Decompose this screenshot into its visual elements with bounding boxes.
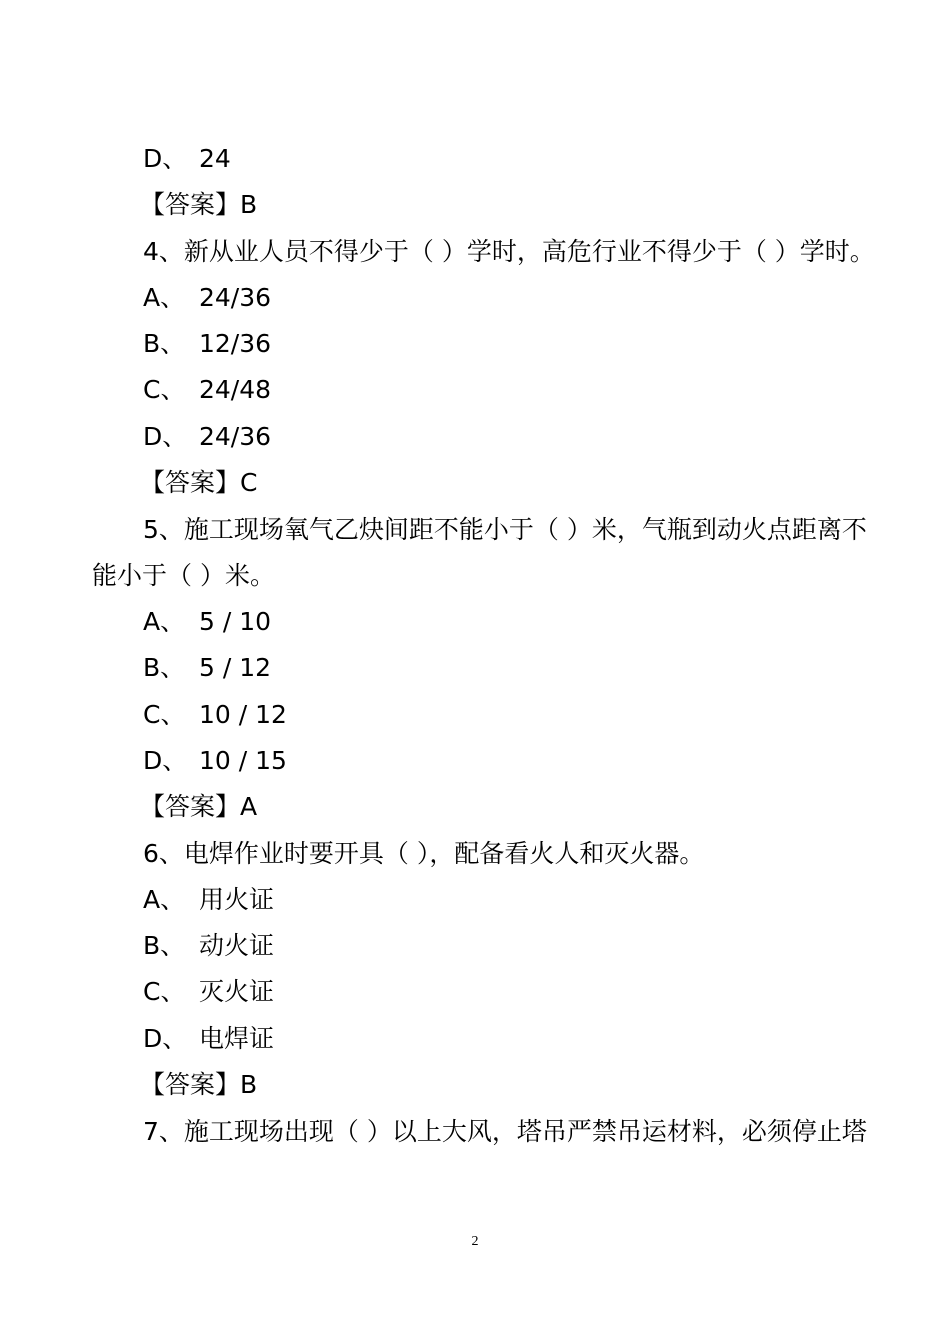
option-letter: C、: [143, 700, 186, 729]
option-text: 5 / 12: [199, 653, 272, 682]
option-letter: B、: [143, 329, 186, 358]
question-7-stem: 7、施工现场出现（ ）以上大风，塔吊严禁吊运材料，必须停止塔: [143, 1117, 867, 1146]
question-5-stem: 5、施工现场氧气乙炔间距不能小于（ ）米，气瓶到动火点距离不: [143, 515, 867, 544]
page-number: 2: [471, 1234, 479, 1249]
q6-option-b: [143, 930, 274, 962]
option-letter: C、: [143, 375, 186, 404]
answer-line: 【答案】B: [140, 1070, 258, 1099]
answer-line: 【答案】A: [140, 792, 258, 821]
option-letter: B、: [143, 653, 186, 682]
q4-option-b: [143, 328, 271, 360]
option-letter: D、: [143, 422, 188, 451]
question-6-stem: 6、电焊作业时要开具（ ），配备看火人和灭火器。: [143, 839, 705, 868]
q4-option-c: [143, 374, 271, 406]
option-letter: D、: [143, 1024, 188, 1053]
q5-option-d: [143, 745, 287, 777]
option-text: 24/48: [199, 375, 272, 404]
option-text: 灭火证: [199, 977, 275, 1006]
q5-option-a: [143, 606, 271, 638]
option-text: 用火证: [199, 885, 275, 914]
option-letter: B、: [143, 931, 186, 960]
option-letter: A、: [143, 283, 186, 312]
option-text: 5 / 10: [199, 607, 272, 636]
option-letter: C、: [143, 977, 186, 1006]
q5-option-b: [143, 652, 271, 684]
option-d: [143, 143, 231, 175]
option-text: 24: [199, 144, 231, 173]
q4-option-d: [143, 421, 271, 453]
option-text: 24/36: [199, 422, 272, 451]
option-text: 10 / 15: [199, 746, 287, 775]
question-4-stem: 4、新从业人员不得少于（ ）学时，高危行业不得少于（ ）学时。: [143, 237, 875, 266]
answer-line: 【答案】B: [140, 190, 258, 219]
option-text: 10 / 12: [199, 700, 287, 729]
q6-option-d: [143, 1023, 274, 1055]
option-letter: D、: [143, 746, 188, 775]
q6-option-c: [143, 976, 274, 1008]
option-letter: A、: [143, 885, 186, 914]
option-text: 24/36: [199, 283, 272, 312]
q5-option-c: [143, 699, 287, 731]
answer-line: 【答案】C: [140, 468, 258, 497]
q4-option-a: [143, 282, 271, 314]
option-text: 动火证: [199, 931, 275, 960]
option-letter: A、: [143, 607, 186, 636]
q6-option-a: [143, 884, 274, 916]
option-text: 电焊证: [199, 1024, 275, 1053]
question-5-stem-cont: 能小于（ ）米。: [92, 561, 275, 590]
option-text: 12/36: [199, 329, 272, 358]
option-letter: D、: [143, 144, 188, 173]
